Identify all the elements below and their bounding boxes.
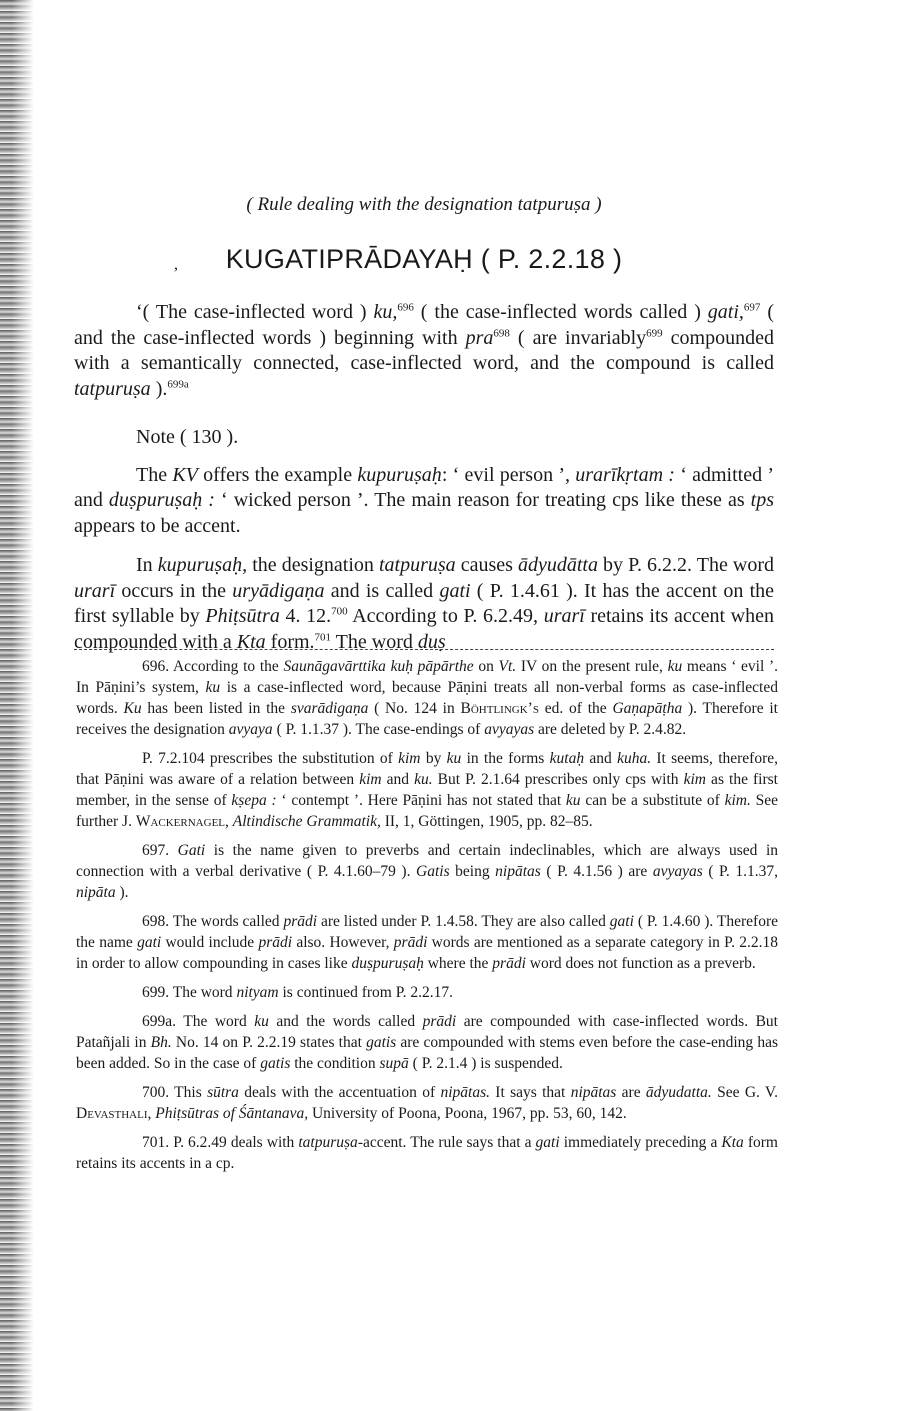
footnote-699a: 699a. The word ku and the words called prādi are compounded with case-inflected words. But Patañjali in Bh. No. 14 on P. 2.2.19 states that gatis are compounded with stems even before the case-ending has been added. So in the case of gatis the condition supā ( P. 2.1.4 ) is suspended. (76, 1013, 778, 1072)
paragraph-1: The KV offers the example kupuruṣaḥ: ‘ evil person ’, urarīkṛtam : ‘ admitted ’ and duṣpuruṣaḥ : ‘ wicked person ’. The main reason for treating cps like these as tps appears to be accent. (74, 463, 774, 537)
footnote-699: 699. The word nityam is continued from P. 2.2.17. (142, 984, 453, 1001)
note-label: Note ( 130 ). (136, 426, 239, 448)
footnote-separator (74, 649, 774, 650)
footnotes (76, 656, 778, 1182)
page-binding-edge (0, 0, 34, 1411)
footnote-ref-696[interactable]: 696 (397, 301, 414, 314)
footnote-697: 697. Gati is the name given to preverbs and certain indeclinables, which are always used in connection with a verbal derivative ( P. 4.1.60–79 ). Gatis being nipātas ( P. 4.1.56 ) are avyayas ( P. 1.1.37, nipāta ). (76, 842, 779, 901)
stray-mark: , (174, 256, 178, 273)
rule-title: KUGATIPRĀDAYAḤ ( P. 2.2.18 ) (225, 244, 623, 274)
footnote-ref-699[interactable]: 699 (646, 326, 663, 339)
footnote-700: 700. This sūtra deals with the accentuation of nipātas. It says that nipātas are ādyudatta. See G. V. Devasthali, Phiṭsūtras of Śāntanava, University of Poona, Poona, 1967, pp. 53, 60, 142. (76, 1084, 779, 1122)
section-heading: ( Rule dealing with the designation tatpuruṣa ) (246, 194, 602, 215)
rule-translation: ‘( The case-inflected word ) ku,$^{696}$ ( the case-inflected words called ) gati,$^{697}$ ( and the case-inflected words ) beginning with pra$^{698}$ ( are invariably$^{699}$ compounded with a semantically connected, case-inflected word, and the compound is called tatpuruṣa ).$^{699a}$ (74, 301, 774, 400)
paragraph-2: In kupuruṣaḥ, the designation tatpuruṣa causes ādyudātta by P. 6.2.2. The word urarī occurs in the uryādigaṇa and is called gati ( P. 1.4.61 ). It has the accent on the first syllable by Phiṭsūtra 4. 12.$^{700}$ According to P. 6.2.49, urarī retains its accent when compounded with a Kta form.$^{701}$ The word duṣ (74, 554, 775, 653)
footnote-696-continued: P. 7.2.104 prescribes the substitution of kim by ku in the forms kutaḥ and kuha. It seems, therefore, that Pāṇini was aware of a relation between kim and ku. But P. 2.1.64 prescribes only cps with kim as the first member, in the sense of kṣepa : ‘ contempt ’. Here Pāṇini has not stated that ku can be a substitute of kim. See further J. Wackernagel, Altindische Grammatik, II, 1, Göttingen, 1905, pp. 82–85. (76, 750, 779, 830)
footnote-ref-699a[interactable]: 699a (167, 377, 189, 390)
footnote-701: 701. P. 6.2.49 deals with tatpuruṣa-accent. The rule says that a gati immediately preceding a Kta form retains its accents in a cp. (76, 1134, 778, 1172)
main-text (74, 300, 774, 655)
footnote-ref-697[interactable]: 697 (743, 301, 761, 314)
footnote-ref-698[interactable]: 698 (493, 326, 510, 339)
footnote-ref-701[interactable]: 701 (314, 630, 332, 643)
footnote-698: 698. The words called prādi are listed under P. 1.4.58. They are also called gati ( P. 1.4.60 ). Therefore the name gati would include prādi also. However, prādi words are mentioned as a separate category in P. 2.2.18 in order to allow compounding in cases like duṣpuruṣaḥ where the prādi word does not function as a preverb. (76, 913, 778, 972)
footnote-ref-700[interactable]: 700 (331, 605, 348, 618)
footnote-696: 696. According to the Saunāgavārttika kuḥ pāpārthe on Vt. IV on the present rule, ku means ‘ evil ’. In Pāṇini’s system, ku is a case-inflected word, because Pāṇini treats all non-verbal forms as case-inflected words. Ku has been listed in the svarādigaṇa ( No. 124 in Böhtlingk’s ed. of the Gaṇapāṭha ). Therefore it receives the designation avyaya ( P. 1.1.37 ). The case-endings of avyayas are deleted by P. 2.4.82. (76, 658, 779, 738)
